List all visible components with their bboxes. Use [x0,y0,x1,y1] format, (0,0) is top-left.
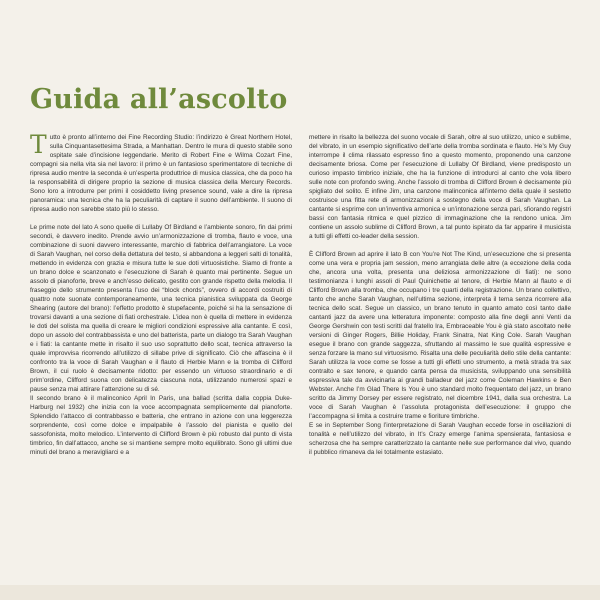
paragraph [30,130,292,214]
paragraph: Il secondo brano è il malinconico April In Paris, una ballad (scritta dalla coppia Duke-Harburg nel 1932) che inizia con la voce accompagnata semplicemente dal pianoforte. Splendido l’attacco di contrabbasso e batteria, che entrano in azione con una leggerezza sorprendente, così come dolce e impalpabile è l’assolo del pianista e quello del sassofonista, molto melodico. L’intervento di Clifford Brown è più robusto dal punto di vista timbrico, fin dall’attacco, anche se si mantiene sempre molto equilibrato. Sono gli ultimi due minuti del brano a meravigliarci e a [30,395,292,456]
paragraph: mettere in risalto la bellezza del suono vocale di Sarah, oltre al suo utilizzo, unico e sublime, del vibrato, in un esempio significativo dell’arte della tromba sordinata e flauto. He’s My Guy interrompe il clima rilassato espresso fino a questo momento, proponendo una canzone decisamente briosa. Come per l’esecuzione di Lullaby Of Birdland, viene predisposto un curioso impasto timbrico iniziale, che ha la funzione di introdurci al canto che vola libero sulle note con profondo swing. Anche l’assolo di tromba di Clifford Brown è decisamente più spigliato del solito. E infine Jim, una canzone malinconica all’interno della quale il sestetto costruisce una fitta rete di armonizzazioni a sostegno della voce di Sarah Vaughan. La cantante si esprime con un’inventiva armonica e un’intonazione senza pari, sfiorando registri bassi con fantasia ritmica e quel pizzico di immaginazione che la rendono unica. Jim contiene un assolo sublime di Clifford Brown, a tal punto ispirato da far apparire il musicista a tutti gli effetti co-leader della session. [309,134,571,240]
paragraph: Le prime note del lato A sono quelle di Lullaby Of Birdland e l’ambiente sonoro, fin dai primi secondi, è davvero inedito. Prende avvio un’armonizzazione di tromba, flauto e voce, una combinazione di suoni davvero interessante, marchio di fabbrica dell’arrangiatore. La voce di Sarah Vaughan, nel corso della dettatura del testo, si abbandona a leggeri salti di tonalità, mettendo in evidenza con grazia e misura tutte le sue doti virtuosistiche. Siamo di fronte a un brano dolce e scanzonato e l’esecuzione di Sarah è quanto mai pertinente. Segue un assolo di pianoforte, breve e anch’esso delicato, gestito con grande rispetto della melodia. Il fraseggio dello strumento presenta l’uso dei “block chords”, ovvero di accordi costruiti di quattro note suonate contemporaneamente, una tecnica pianistica sviluppata da George Shearing (autore del brano): l’effetto prodotto è stupefacente, poiché si ha la sensazione di trovarsi davanti a una sezione di fiati orchestrale. L’idea non è quella di mettere in evidenza le doti del solista ma quella di creare le migliori condizioni espressive alla cantante. E così, dopo un assolo del contrabbassista e uno del batterista, parte un dialogo tra Sarah Vaughan e i fiati: la cantante mette in risalto il suo uso soprattutto dello scat, tecnica attraverso la quale improvvisa ricorrendo all’utilizzo di sillabe prive di significato. Ciò che affascina è il confronto tra la voce di Sarah Vaughan e il flauto di Herbie Mann e la tromba di Clifford Brown, il cui ruolo è decisamente ridotto: per essendo un virtuoso straordinario e di prim’ordine, Clifford suona con delicatezza ciascuna nota, utilizzando numerosi spazi e pause senza mai attirare l’attenzione su di sé. [30,224,292,393]
right-column [309,133,571,457]
page-title: Guida all’ascolto [30,84,288,116]
paragraph: È Clifford Brown ad aprire il lato B con You’re Not The Kind, un’esecuzione che si presenta come una vera e propria jam session, meno arrangiata delle altre (a eccezione della coda che, ancora una volta, presenta una deliziosa armonizzazione di fiati): ne sono testimonianza i lunghi assoli di Paul Quinichette al tenore, di Herbie Mann al flauto e di Clifford Brown alla tromba, che occupano i tre quarti della registrazione. Un brano collettivo, tanto che anche Sarah Vaughan, nell’ultima sezione, interpreta il tema senza ricorrere alla tecnica dello scat. Segue un classico, un brano tenuto in quanto amato così tanto dalle cantanti jazz da avere una letteratura imponente: composto alla fine degli anni Venti da George Gershwin con testi scritti dal fratello Ira, Embraceable You è già stato ascoltato nelle versioni di Ginger Rogers, Billie Holiday, Frank Sinatra, Nat King Cole. Sarah Vaughan esegue il brano con grande saggezza, sfruttando al massimo le sue qualità espressive e senza forzare la mano sul virtuosismo. Risalta una delle peculiarità dello stile della cantante: Sarah utilizza la voce come se fosse a tutti gli effetti uno strumento, a metà strada tra sax contralto e sax tenore, e quando canta pensa da musicista, sviluppando una sensibilità espressiva tale da avvicinarla ai grandi balladeur del jazz come Coleman Hawkins e Ben Webster. Anche I’m Glad There Is You è uno standard molto frequentato del jazz, un brano scritto da Jimmy Dorsey per essere registrato, nel dicembre 1941, dalla sua orchestra. La voce di Sarah Vaughan è l’assoluta protagonista dell’esecuzione: il gruppo che l’accompagna si limita a costruire trame e fioriture timbriche. [309,251,571,420]
paragraph: E se in September Song l’interpretazione di Sarah Vaughan eccede forse in oscillazioni di tonalità e nell’utilizzo del vibrato, in It’s Crazy emerge l’anima spensierata, fantasiosa e scherzosa che ha sempre caratterizzato la cantante nelle sue performance dal vivo, quando il pubblico rimaneva da lei totalmente estasiato. [309,422,571,456]
paragraph-text: utto è pronto all’interno dei Fine Recording Studio: l’indirizzo è Great Northern Hotel, sulla Cinquantasettesima Strada, a Manhattan. Dentro le mura di questo stabile sono ospitate sale d’incisione leggendarie. Merito di Robert Fine e Wilma Cozart Fine, compagni sia nella vita sia nel lavoro: il primo è un fantasioso sperimentatore di tecniche di ripresa audio mentre la seconda è un’esperta produttrice di musica classica, che da poco ha la responsabilità di dirigere proprio la sezione di musica classica della Mercury Records. Sono loro a introdurre per primi il cosiddetto living presence sound, vale a dire la ripresa panoramica: una tecnica che ha la peculiarità di captare il suono dell’ambiente. Il suono di ripresa audio non sarebbe stato più lo stesso. [30,134,292,213]
left-column [30,130,292,457]
page-footer-band [0,585,600,600]
drop-cap: T [30,130,47,159]
